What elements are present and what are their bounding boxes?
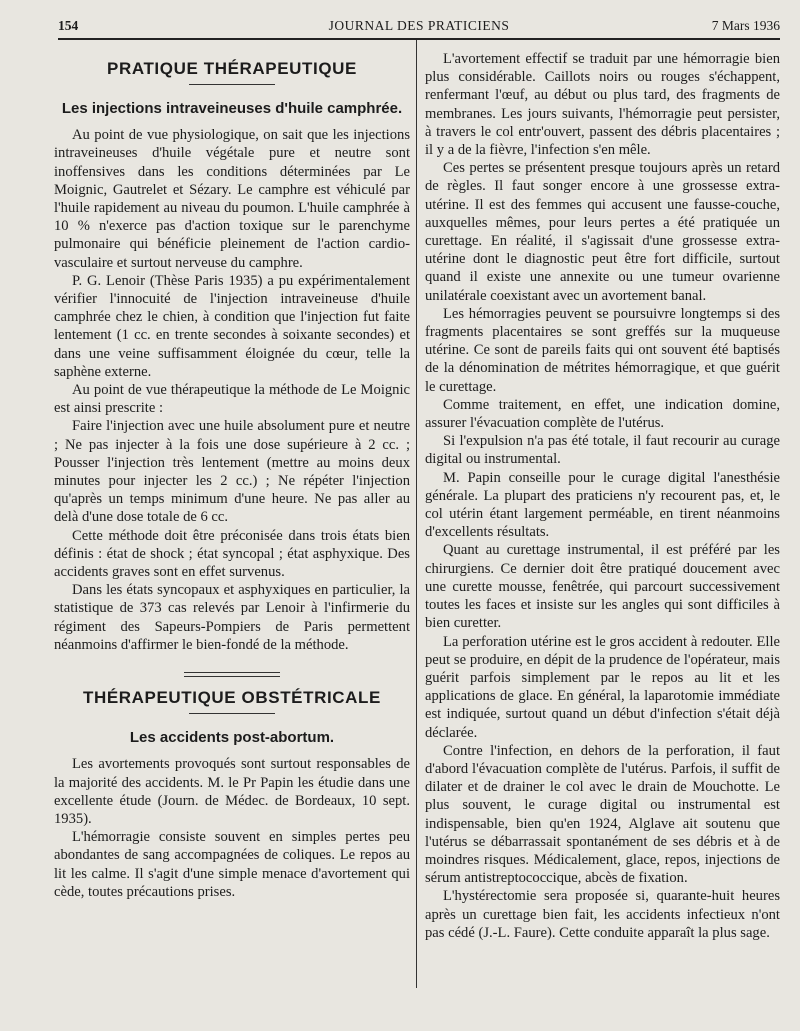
- paragraph: Comme traitement, en effet, une indication domine, assurer l'évacuation complète de l'utérus.: [425, 396, 780, 432]
- issue-date: 7 Mars 1936: [711, 18, 780, 33]
- title-rule: [189, 713, 275, 714]
- section-title: PRATIQUE THÉRAPEUTIQUE: [107, 59, 357, 78]
- paragraph: Dans les états syncopaux et asphyxiques en particulier, la statistique de 373 cas relevés par Lenoir à l'infirmerie du régiment des Sapeurs-Pompiers de Paris permettent néanmoins d'affirmer le bien-fondé de la méthode.: [54, 582, 410, 653]
- paragraph: Les avortements provoqués sont surtout responsables de la majorité des accidents. M. le Pr Papin les étudie dans une excellente étude (Journ. de Médec. de Bordeaux, 10 sept. 1935).: [54, 756, 410, 827]
- page-header: [58, 18, 780, 40]
- section-title: THÉRAPEUTIQUE OBSTÉTRICALE: [82, 688, 381, 708]
- paragraph: Si l'expulsion n'a pas été totale, il faut recourir au curage digital ou instrumental.: [425, 433, 780, 468]
- paragraph: P. G. Lenoir (Thèse Paris 1935) a pu expérimentalement vérifier l'innocuité de l'injection intraveineuse d'huile camphrée chez le chien, à condition que l'injection fut faite lentement (1 cc. en trente secondes à soixante secondes) et dans une veine suffisamment éloignée du cœur, telle la saphène externe.: [54, 272, 410, 380]
- column-divider: [416, 40, 417, 988]
- paragraph: La perforation utérine est le gros accident à redouter. Elle peut se produire, en dépit de la prudence de l'opérateur, mais guérit parfois simplement par le repos au lit et les applications de glace. En général, la laparotomie immédiate est indiquée, surtout quand un début d'infection s'était déjà déclarée.: [425, 633, 780, 741]
- paragraph: Cette méthode doit être préconisée dans trois états bien définis : état de shock ; état syncopal ; état asphyxique. Des accidents graves sont en effet survenus.: [54, 527, 410, 581]
- paragraph: L'hémorragie consiste souvent en simples pertes peu abondantes de sang accompagnées de coliques. Le repos au lit les calme. Il s'agit d'une simple menace d'avortement qui cède, toutes précautions prises.: [54, 829, 410, 900]
- page-number: 154: [58, 18, 79, 33]
- paragraph: M. Papin conseille pour le curage digital l'anesthésie générale. La plupart des praticiens n'y recourent pas, et, le col utérin étant largement perméable, en tirent néanmoins d'excellents résultats.: [425, 469, 780, 541]
- left-column: [54, 50, 410, 901]
- journal-title: JOURNAL DES PRATICIENS: [328, 18, 510, 33]
- section-separator: [184, 672, 280, 677]
- header-rule: [58, 38, 780, 40]
- paragraph: Les hémorragies peuvent se poursuivre longtemps si des fragments placentaires se sont greffés sur la muqueuse utérine. Ce sont de pareils faits qui ont souvent été baptisés de la dénomination de métrites hémorragique, et que guérit le curettage.: [425, 305, 780, 395]
- paragraph: Au point de vue physiologique, on sait que les injections intraveineuses d'huile végétale pure et neutre sont inoffensives dans les conditions déterminées par Le Moignic, Gautrelet et Sézary. Le camphre est véhiculé par l'huile rapidement au niveau du poumon. L'huile camphrée à 10 % n'exerce pas d'action toxique sur le parenchyme pulmonaire qui bénéficie pleinement de l'action cardio-vasculaire et surtout nerveuse du camphre.: [54, 127, 410, 271]
- right-column: [425, 50, 780, 942]
- title-rule: [189, 84, 275, 85]
- paragraph: Ces pertes se présentent presque toujours après un retard de règles. Il faut songer encore à une grossesse extra-utérine. Il est des femmes qui accusent une fausse-couche, auxquelles mêmes, pour leurs pertes a été pratiquée un curettage. En réalité, il s'agissait d'une grossesse extra-utérine dont le diagnostic peut être fort difficile, surtout quand il existe une annexite ou une tumeur ovarienne unilatérale coexistant avec un avortement banal.: [425, 160, 780, 304]
- paragraph: Contre l'infection, en dehors de la perforation, il faut d'abord l'évacuation complète de l'utérus. Parfois, il suffit de dilater et de drainer le col avec le drain de Mouchotte. Le plus souvent, le curage digital ou instrumental est indispensable, bien qu'en 1924, Alglave ait soutenu que l'utérus se débarrassait spontanément de ses débris et à de moindres risques. Médicalement, glace, repos, injections de sérum antistreptococcique, abcès de fixation.: [425, 742, 780, 887]
- paragraph: Quant au curettage instrumental, il est préféré par les chirurgiens. Ce dernier doit être pratiqué doucement avec une curette mousse, fenêtrée, qui parcourt successivement toutes les faces et insiste sur les angles qui sont difficiles à bien curetter.: [425, 542, 780, 632]
- article-title: Les injections intraveineuses d'huile camphrée.: [61, 100, 403, 118]
- paragraph: L'avortement effectif se traduit par une hémorragie bien plus considérable. Caillots noirs ou rouges s'échappent, renfermant l'œuf, au début ou plus tard, des fragments de membranes. Les jours suivants, l'hémorragie peut persister, à travers le col entr'ouvert, passent des débris placentaires ; il y a de la fièvre, l'infection s'en mêle.: [425, 51, 780, 159]
- paragraph: Au point de vue thérapeutique la méthode de Le Moignic est ainsi prescrite :: [54, 382, 410, 417]
- paragraph: Faire l'injection avec une huile absolument pure et neutre ; Ne pas injecter à la fois une dose supérieure à 2 cc. ; Pousser l'injection très lentement (mettre au moins deux minutes pour injecter les 2 cc.) ; Ne répéter l'injection qu'après un temps minimum d'une heure. Ne pas aller au delà d'une dose totale de 6 cc.: [54, 418, 410, 526]
- article-title: Les accidents post-abortum.: [129, 729, 335, 747]
- paragraph: L'hystérectomie sera proposée si, quarante-huit heures après un curettage bien fait, les accidents infectieux n'ont pas cédé (J.-L. Faure). Cette conduite apparaît la plus sage.: [425, 888, 780, 941]
